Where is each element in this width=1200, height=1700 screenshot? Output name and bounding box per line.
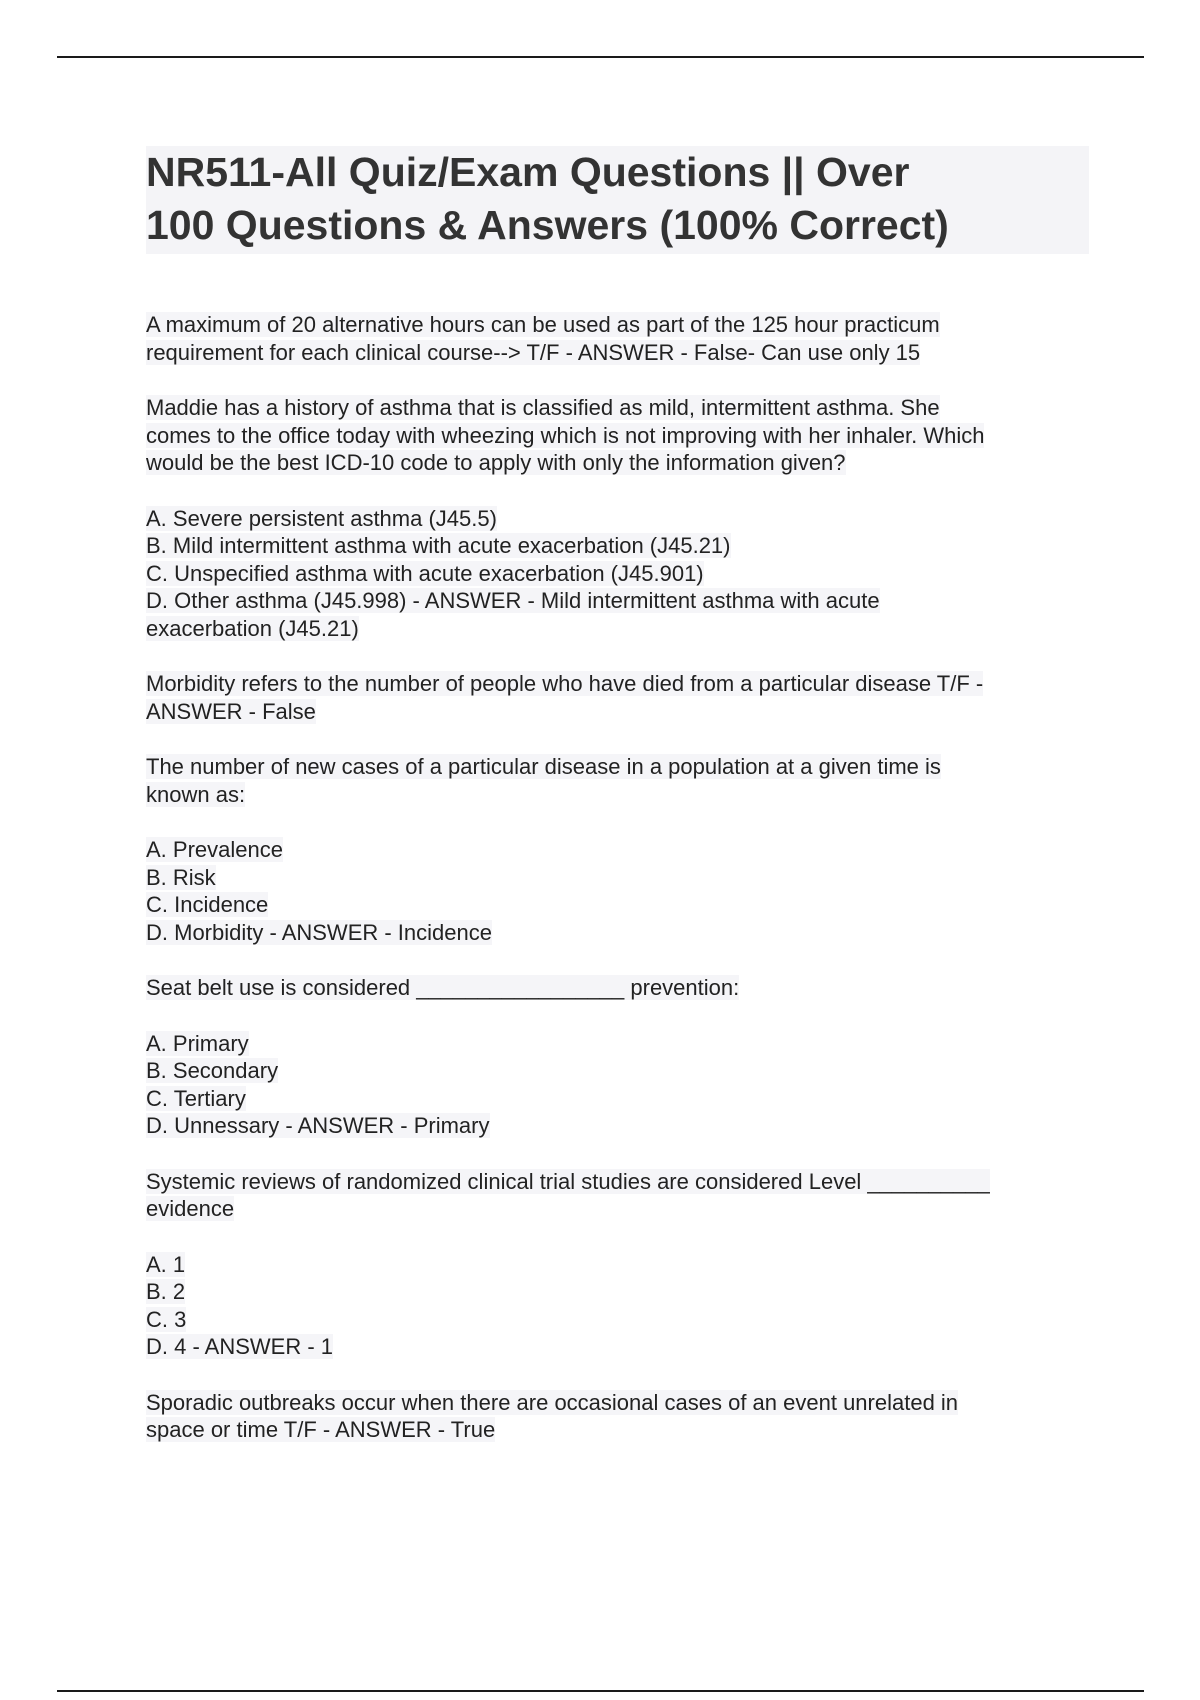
text-line: D. Other asthma (J45.998) - ANSWER - Mild intermittent asthma with acute bbox=[146, 588, 880, 613]
text-block bbox=[146, 753, 1086, 808]
text-block bbox=[146, 1389, 1086, 1444]
text-line: ANSWER - False bbox=[146, 698, 316, 724]
text-line: C. Tertiary bbox=[146, 1085, 246, 1111]
text-line: A. Prevalence bbox=[146, 837, 283, 862]
text-line: C. Incidence bbox=[146, 892, 269, 917]
text-line: Systemic reviews of randomized clinical trial studies are considered Level __________ bbox=[146, 1168, 990, 1194]
text-block bbox=[146, 1168, 1086, 1223]
text-line: requirement for each clinical course--> T/F - ANSWER - False- Can use only 15 bbox=[146, 339, 921, 365]
text-line: C. 3 bbox=[146, 1306, 187, 1332]
document-title bbox=[146, 146, 1089, 254]
text-block bbox=[146, 836, 1086, 946]
text-block bbox=[146, 311, 1086, 366]
text-block bbox=[146, 394, 1086, 477]
text-line: Sporadic outbreaks occur when there are occasional cases of an event unrelated in bbox=[146, 1389, 959, 1415]
text-line: D. 4 - ANSWER - 1 bbox=[146, 1334, 334, 1359]
text-line: comes to the office today with wheezing which is not improving with her inhaler. Which bbox=[146, 422, 985, 448]
text-block bbox=[146, 1030, 1086, 1140]
text-line: A. 1 bbox=[146, 1251, 186, 1277]
text-line: Morbidity refers to the number of people who have died from a particular disease T/F - bbox=[146, 671, 984, 696]
text-line: The number of new cases of a particular disease in a population at a given time is bbox=[146, 754, 941, 779]
text-line: Seat belt use is considered _________________ prevention: bbox=[146, 975, 740, 1000]
text-block bbox=[146, 505, 1086, 643]
text-line: B. Risk bbox=[146, 864, 216, 890]
text-line: Maddie has a history of asthma that is classified as mild, intermittent asthma. She bbox=[146, 395, 940, 420]
text-line: D. Unnessary - ANSWER - Primary bbox=[146, 1113, 490, 1138]
title-line: 100 Questions & Answers (100% Correct) bbox=[146, 202, 949, 248]
bottom-divider bbox=[57, 1690, 1144, 1692]
text-line: A. Severe persistent asthma (J45.5) bbox=[146, 505, 497, 531]
text-line: known as: bbox=[146, 781, 246, 807]
text-line: A maximum of 20 alternative hours can be used as part of the 125 hour practicum bbox=[146, 312, 940, 337]
text-line: B. Mild intermittent asthma with acute exacerbation (J45.21) bbox=[146, 533, 731, 558]
text-line: A. Primary bbox=[146, 1030, 249, 1056]
top-divider bbox=[57, 56, 1144, 58]
text-line: exacerbation (J45.21) bbox=[146, 615, 359, 641]
title-line: NR511-All Quiz/Exam Questions || Over bbox=[146, 149, 910, 195]
text-line: B. 2 bbox=[146, 1279, 186, 1304]
text-line: D. Morbidity - ANSWER - Incidence bbox=[146, 919, 492, 945]
text-line: C. Unspecified asthma with acute exacerbation (J45.901) bbox=[146, 560, 704, 586]
text-block bbox=[146, 1251, 1086, 1361]
document-body bbox=[146, 146, 1086, 1472]
text-block bbox=[146, 670, 1086, 725]
text-line: would be the best ICD-10 code to apply with only the information given? bbox=[146, 450, 846, 475]
text-block bbox=[146, 974, 1086, 1002]
text-line: space or time T/F - ANSWER - True bbox=[146, 1417, 496, 1442]
text-line: evidence bbox=[146, 1196, 235, 1221]
text-line: B. Secondary bbox=[146, 1058, 279, 1083]
